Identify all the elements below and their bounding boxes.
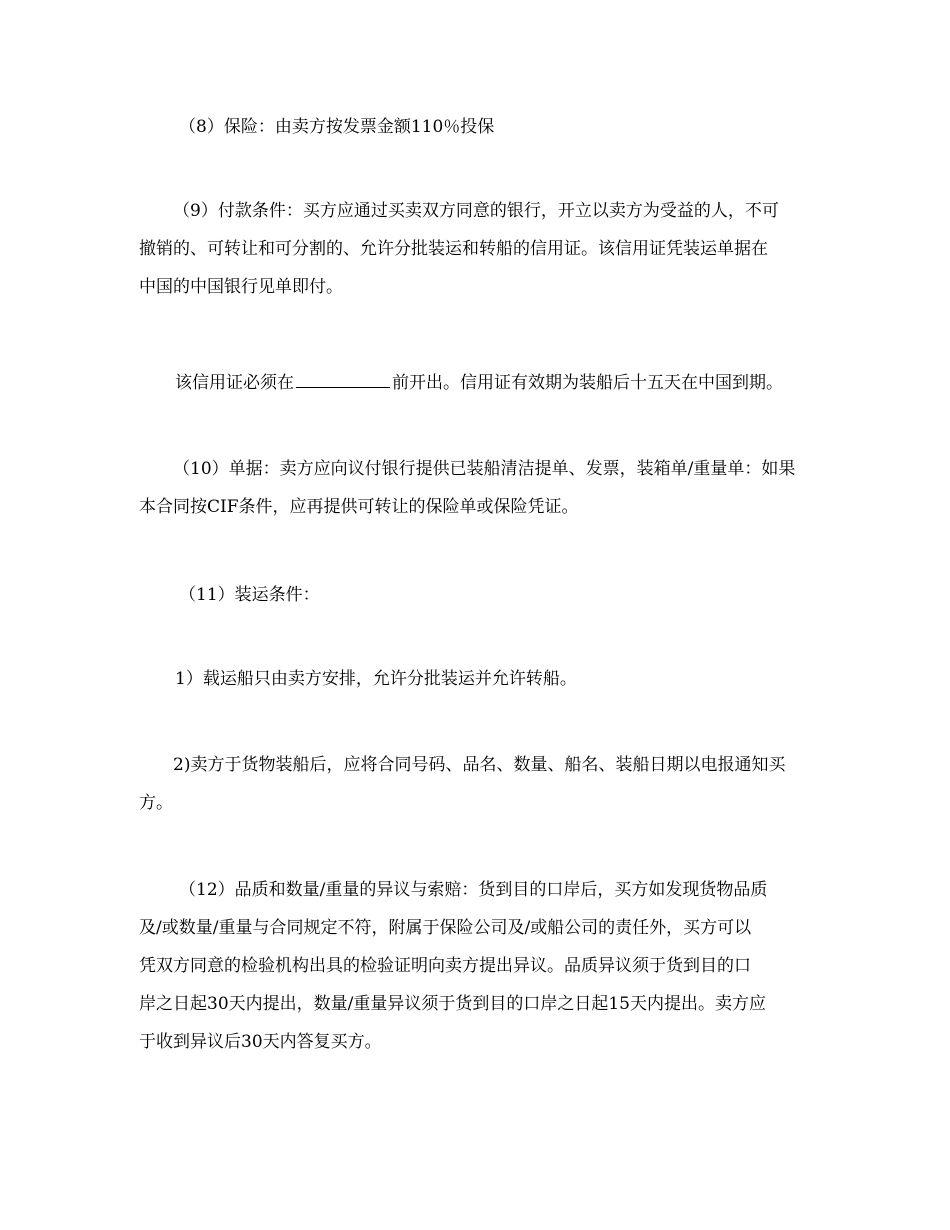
clause-11-item-1-line-1: 1）载运船只由卖方安排，允许分批装运并允许转船。 <box>175 669 577 689</box>
lc-deadline-text-after: 前开出。信用证有效期为装船后十五天在中国到期。 <box>392 373 783 393</box>
clause-12-claims <box>139 871 819 1061</box>
clause-11-shipment <box>139 576 819 614</box>
clause-9-line-1: （9）付款条件：买方应通过买卖双方同意的银行，开立以卖方为受益的人，不可 <box>173 201 779 221</box>
clause-12-line-2: 及/或数量/重量与合同规定不符，附属于保险公司及/或船公司的责任外，买方可以 <box>139 918 752 938</box>
lc-deadline-paragraph <box>139 364 819 402</box>
clause-12-line-4: 岸之日起30天内提出，数量/重量异议须于货到目的口岸之日起15天内提出。卖方应 <box>139 994 766 1014</box>
clause-11-item-1 <box>139 660 819 698</box>
clause-9-line-2: 撤销的、可转让和可分割的、允许分批装运和转船的信用证。该信用证凭装运单据在 <box>139 239 768 259</box>
clause-8-line-1: （8）保险：由卖方按发票金额110％投保 <box>179 117 495 137</box>
clause-10-line-1: （10）单据：卖方应向议付银行提供已装船清洁提单、发票，装箱单/重量单：如果 <box>173 459 796 479</box>
lc-deadline-text-before: 该信用证必须在 <box>175 373 294 393</box>
clause-10-documents <box>139 450 819 526</box>
clause-12-line-5: 于收到异议后30天内答复买方。 <box>139 1032 382 1052</box>
clause-10-line-2: 本合同按CIF条件，应再提供可转让的保险单或保险凭证。 <box>139 497 579 517</box>
clause-12-line-1: （12）品质和数量/重量的异议与索赔：货到目的口岸后，买方如发现货物品质 <box>179 880 768 900</box>
clause-11-heading: （11）装运条件： <box>179 585 320 605</box>
clause-9-line-3: 中国的中国银行见单即付。 <box>139 277 343 297</box>
clause-9-payment <box>139 192 819 306</box>
clause-12-line-3: 凭双方同意的检验机构出具的检验证明向卖方提出异议。品质异议须于货到目的口 <box>139 956 751 976</box>
clause-11-item-2-line-1: 2)卖方于货物装船后，应将合同号码、品名、数量、船名、装船日期以电报通知买 <box>173 755 786 775</box>
clause-11-item-2-line-2: 方。 <box>139 793 173 813</box>
clause-11-item-2 <box>139 746 819 822</box>
date-blank-field <box>296 369 390 388</box>
clause-8-insurance <box>139 108 819 146</box>
